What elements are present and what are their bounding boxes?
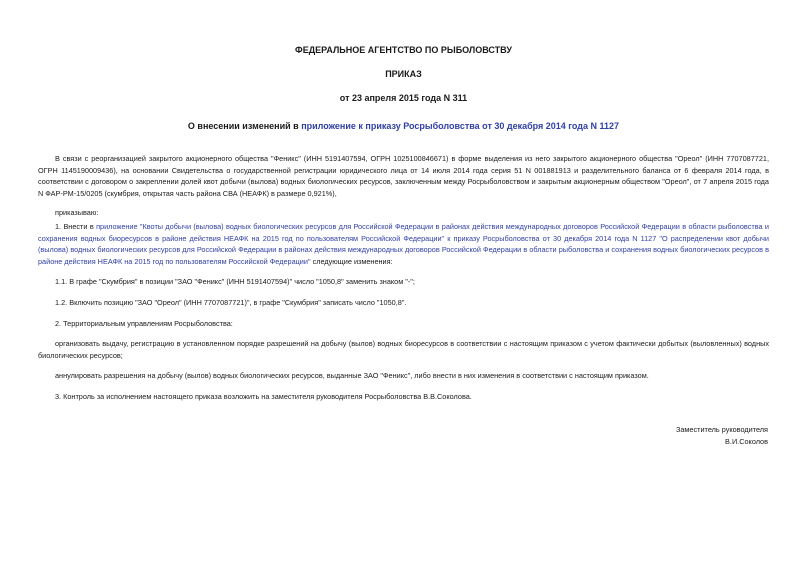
signature-block <box>676 424 768 447</box>
item-1-1-paragraph: 1.1. В графе "Скумбрия" в позиции "ЗАО "Феникс" (ИНН 5191407594)" число "1050,8" заменить знаком "-"; <box>55 277 415 287</box>
orders-line: приказываю: <box>55 208 99 218</box>
signatory-position: Заместитель руководителя <box>675 425 768 434</box>
document-body <box>38 153 769 403</box>
item-2b-paragraph: аннулировать разрешения на добычу (вылов) водных биологических ресурсов, выданные ЗАО "Феникс", либо внести в них изменения в соответствии с настоящим приказом. <box>55 371 649 381</box>
document-title <box>0 121 807 132</box>
item-1-paragraph <box>38 221 769 267</box>
item-1-2-paragraph: 1.2. Включить позицию "ЗАО "Ореол" (ИНН 7707087721)", в графе "Скумбрия" записать число "1050,8". <box>55 297 407 307</box>
preamble-paragraph: В связи с реорганизацией закрытого акционерного общества "Феникс" (ИНН 5191407594, ОГРН 1025100846671) в форме выделения из него закрытого акционерного общества "Ореол" (ИНН 7707087721, ОГРН 1145190009436), на основании Свидетельства о государственной регистрации юридического лица от 14 июля 2014 года серия 51 N 001881913 и разделительного баланса от 6 февраля 2014 года, в соответствии с договором о закреплении долей квот добычи (вылова) водных биологических ресурсов, заключенным между Росрыболовством и закрытым акционерным обществом "Ореол", от 7 апреля 2015 года N ФАР-РМ-15/0205 (скумбрия, открытая часть района СВА (НЕАФК) в размере 0,921%), <box>38 154 769 198</box>
item-3-paragraph: 3. Контроль за исполнением настоящего приказа возложить на заместителя руководителя Росрыболовства В.В.Соколова. <box>55 391 472 401</box>
document-date-number: от 23 апреля 2015 года N 311 <box>339 93 468 103</box>
document-title-link[interactable]: приложение к приказу Росрыболовства от 30 декабря 2014 года N 1127 <box>301 121 620 131</box>
agency-name: ФЕДЕРАЛЬНОЕ АГЕНТСТВО ПО РЫБОЛОВСТВУ <box>295 45 512 55</box>
item-1-link[interactable]: приложение "Квоты добычи (вылова) водных биологических ресурсов для Российской Федерации в районах действия международных договоров Российской Федерации в области рыболовства и сохранения водных биоресурсов в районе действия НЕАФК на 2015 год по пользователям Российской Федерации" к приказу Росрыболовства от 30 декабря 2014 года N 1127 "О распределении квот добычи (вылова) водных биологических ресурсов для Российской Федерации в районах действия международных договоров Российской Федерации в области рыболовства и сохранения водных биологических ресурсов в районе действия НЕАФК на 2015 год по пользователям Российской Федерации" <box>38 221 769 266</box>
document-type: ПРИКАЗ <box>385 69 422 79</box>
document-title-prefix: О внесении изменений в <box>187 121 302 131</box>
signatory-name: В.И.Соколов <box>725 436 768 446</box>
item-1-prefix: 1. Внести в <box>55 221 97 231</box>
item-1-suffix: следующие изменения: <box>310 256 393 266</box>
item-2a-paragraph: организовать выдачу, регистрацию в установленном порядке разрешений на добычу (вылов) водных биоресурсов в соответствии с настоящим приказом с учетом фактически добытых (выловленных) водных биологических ресурсов; <box>38 339 769 360</box>
item-2-paragraph: 2. Территориальным управлениям Росрыболовства: <box>55 318 233 328</box>
